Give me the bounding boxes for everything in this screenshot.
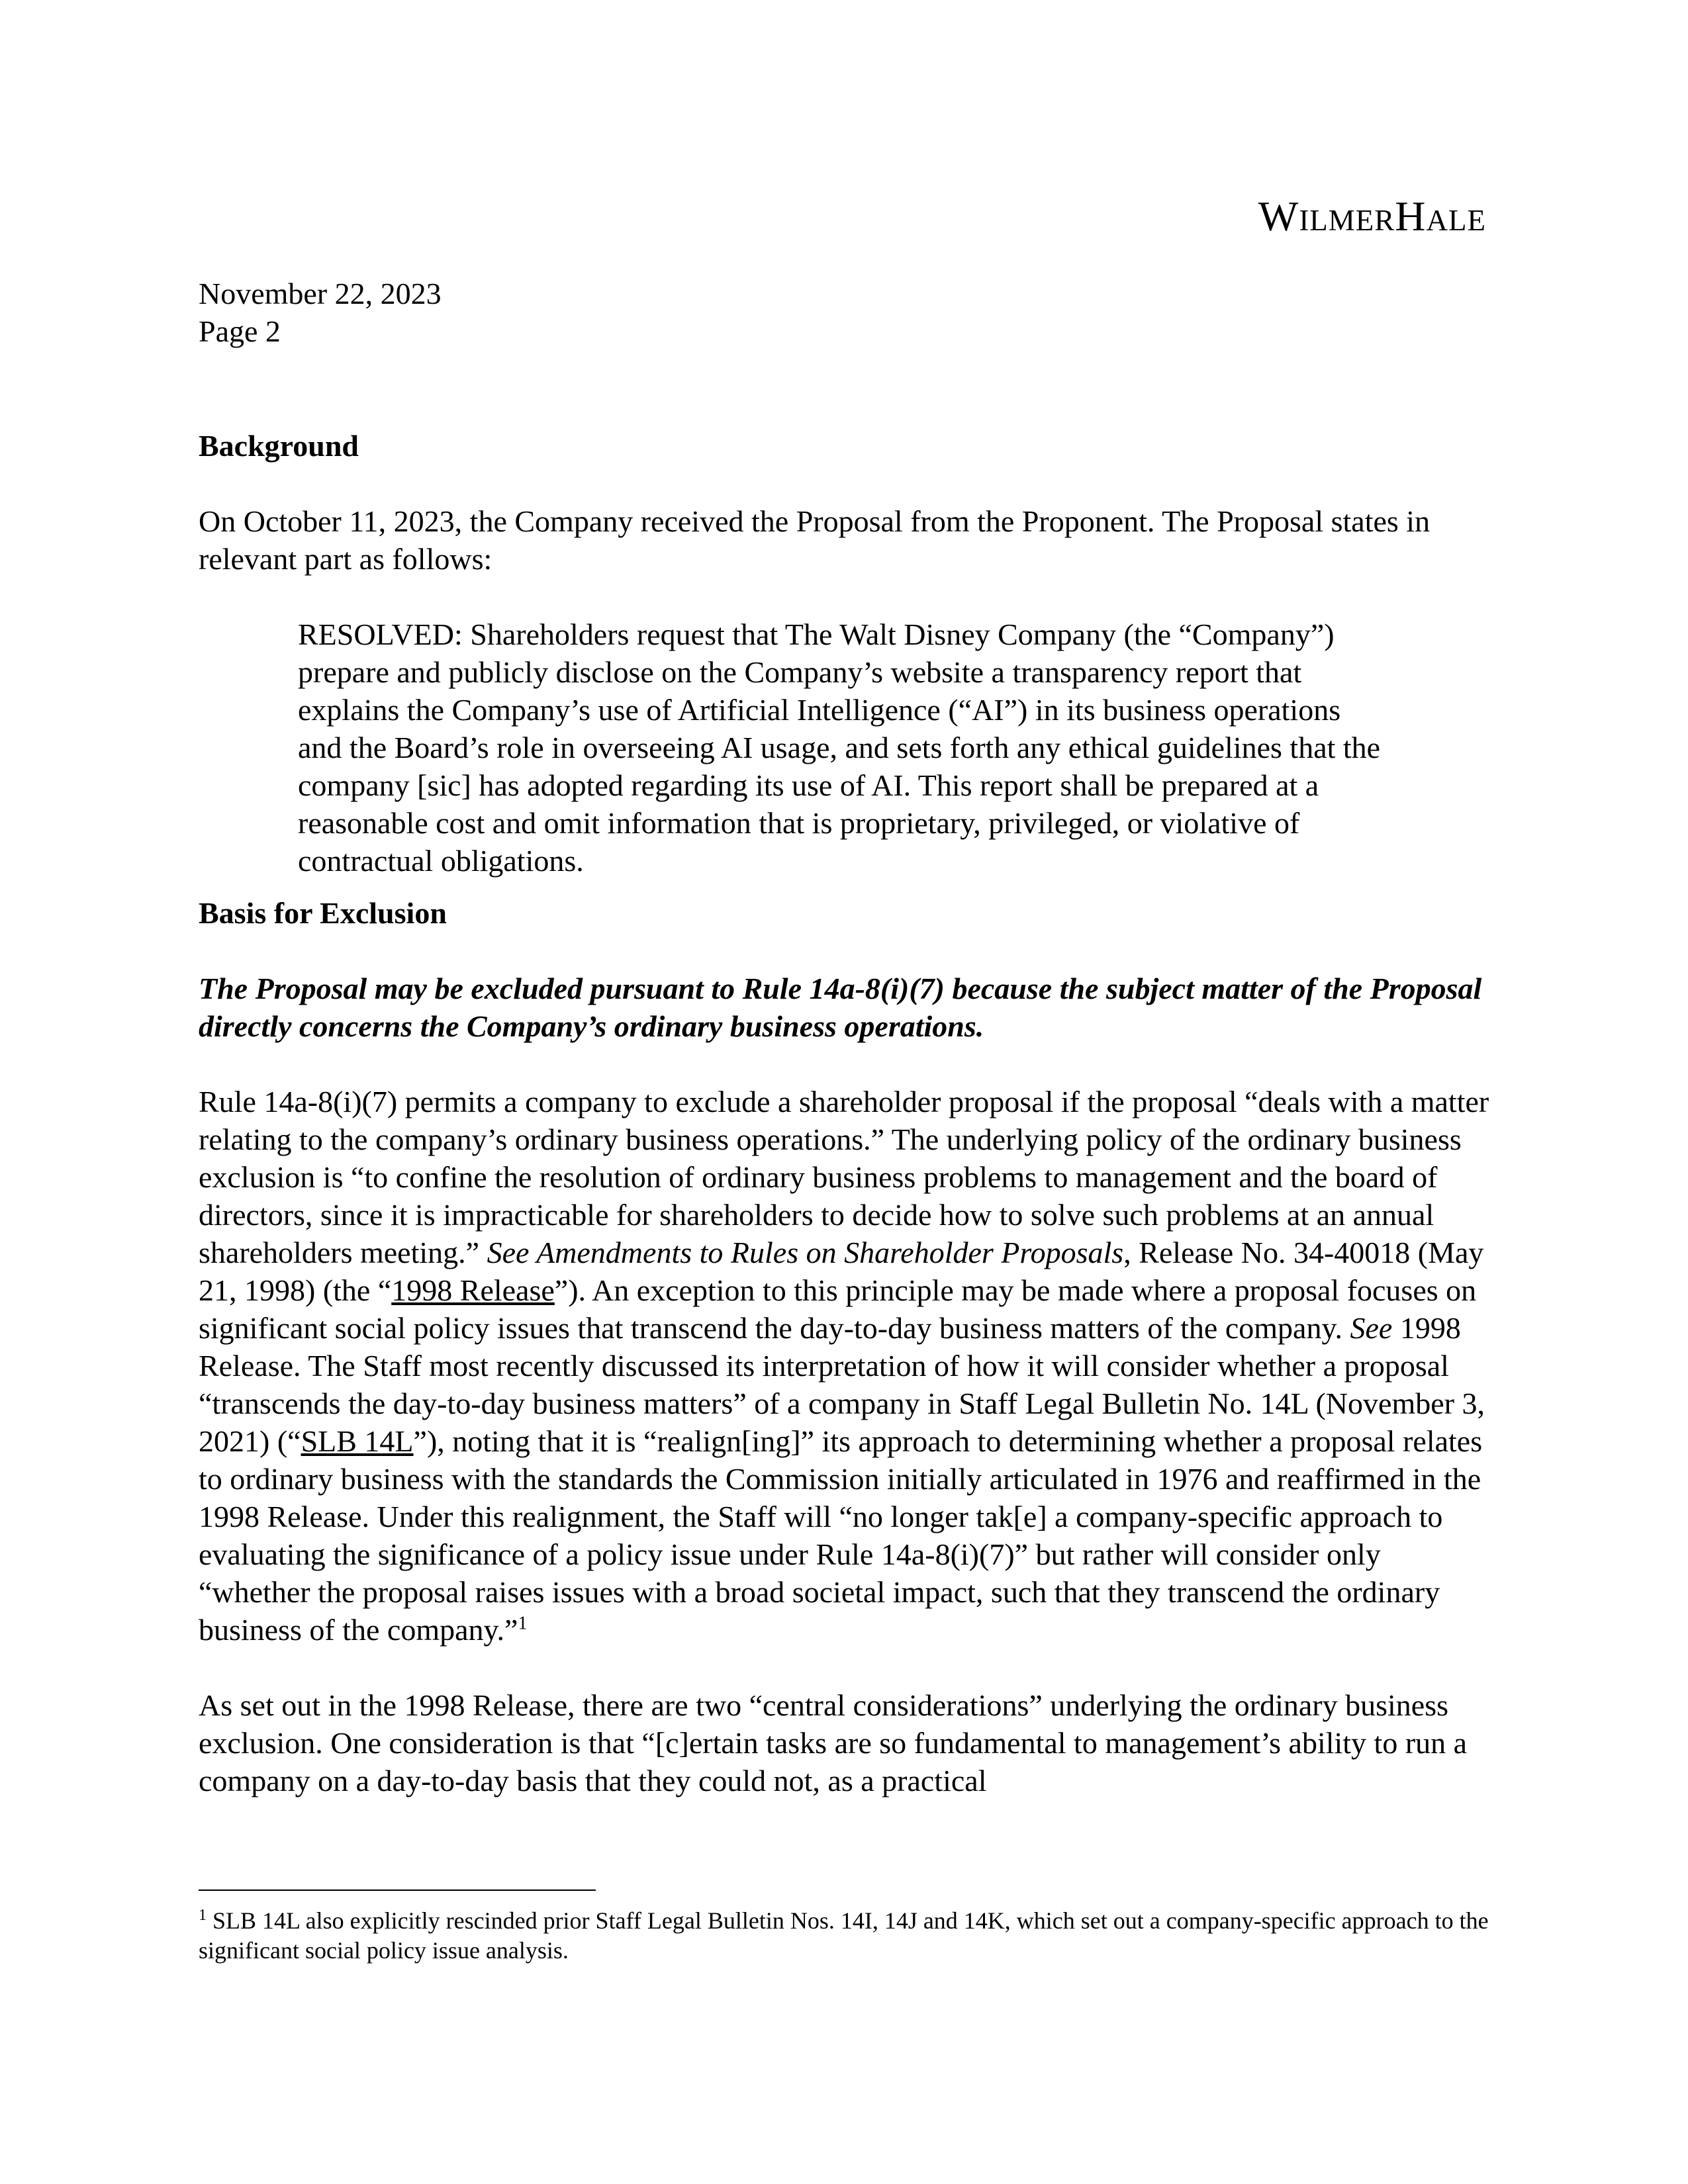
rule-text-5: ”), noting that it is “realign[ing]” its approach to determining whether a proposal relates to ordinary business with the standards the Commission initially articulated in 1976 and reaffirmed in the 1998 Release. Under this realignment, the Staff will “no longer tak[e] a company-specific approach to evaluating the significance of a policy issue under Rule 14a-8(i)(7)” but rather will consider only “whether the proposal raises issues with a broad societal impact, such that they transcend the ordinary business of the company.”: [199, 1424, 1483, 1647]
footnote-divider: [199, 1889, 596, 1891]
letter-body: [199, 275, 1489, 1799]
rule-14a-8-paragraph: [199, 1083, 1489, 1649]
citation-see-amendments: See Amendments to Rules on Shareholder Proposals: [487, 1236, 1124, 1269]
defined-term-slb-14l: SLB 14L: [301, 1424, 414, 1458]
central-considerations-paragraph: As set out in the 1998 Release, there are two “central considerations” underlying the ordinary business exclusion. One consideration is that “[c]ertain tasks are so fundamental to management’s ability to run a company on a day-to-day basis that they could not, as a practical: [199, 1688, 1468, 1797]
footnote-reference-1: 1: [518, 1613, 528, 1634]
page-number: Page 2: [199, 314, 281, 348]
rule-text-2: , Release No. 34-40018 (May 21, 1998) (the “: [199, 1236, 1484, 1307]
defined-term-1998-release: 1998 Release: [391, 1273, 555, 1307]
background-intro-paragraph: On October 11, 2023, the Company received the Proposal from the Proponent. The Proposal states in relevant part as follows:: [199, 504, 1430, 576]
rule-text-1: Rule 14a-8(i)(7) permits a company to exclude a shareholder proposal if the proposal “deals with a matter relating to the company’s ordinary business operations.” The underlying policy of the ordinary business exclusion is “to confine the resolution of ordinary business problems to management and the board of directors, since it is impracticable for shareholders to decide how to solve such problems at an annual shareholders meeting.”: [199, 1085, 1489, 1269]
footnote-text: SLB 14L also explicitly rescinded prior Staff Legal Bulletin Nos. 14I, 14J and 14K, which set out a company-specific approach to the significant social policy issue analysis.: [199, 1907, 1489, 1964]
exclusion-argument-heading: The Proposal may be excluded pursuant to Rule 14a-8(i)(7) because the subject matter of the Proposal directly concerns the Company’s ordinary business operations.: [199, 972, 1482, 1043]
rule-text-3: ”). An exception to this principle may be made where a proposal focuses on significant social policy issues that transcend the day-to-day business matters of the company.: [199, 1273, 1477, 1345]
section-heading-basis-for-exclusion: Basis for Exclusion: [199, 896, 447, 930]
proposal-resolution-quote: RESOLVED: Shareholders request that The Walt Disney Company (the “Company”) prepare and publicly disclose on the Company’s website a transparency report that explains the Company’s use of Artificial Intelligence (“AI”) in its business operations and the Board’s role in overseeing AI usage, and sets forth any ethical guidelines that the company [sic] has adopted regarding its use of AI. This report shall be prepared at a reasonable cost and omit information that is proprietary, privileged, or violative of contractual obligations.: [298, 617, 1381, 878]
rule-text-4: 1998 Release. The Staff most recently discussed its interpretation of how it will consider whether a proposal “transcends the day-to-day business matters” of a company in Staff Legal Bulletin No. 14L (November 3, 2021) (“: [199, 1311, 1485, 1458]
footnote-1: [199, 1906, 1489, 1966]
wilmerhale-logo: WilmerHale: [1258, 193, 1486, 240]
letter-date: November 22, 2023: [199, 277, 442, 310]
footnote-marker: 1: [199, 1907, 207, 1924]
section-heading-background: Background: [199, 429, 359, 463]
citation-see: See: [1350, 1311, 1393, 1345]
